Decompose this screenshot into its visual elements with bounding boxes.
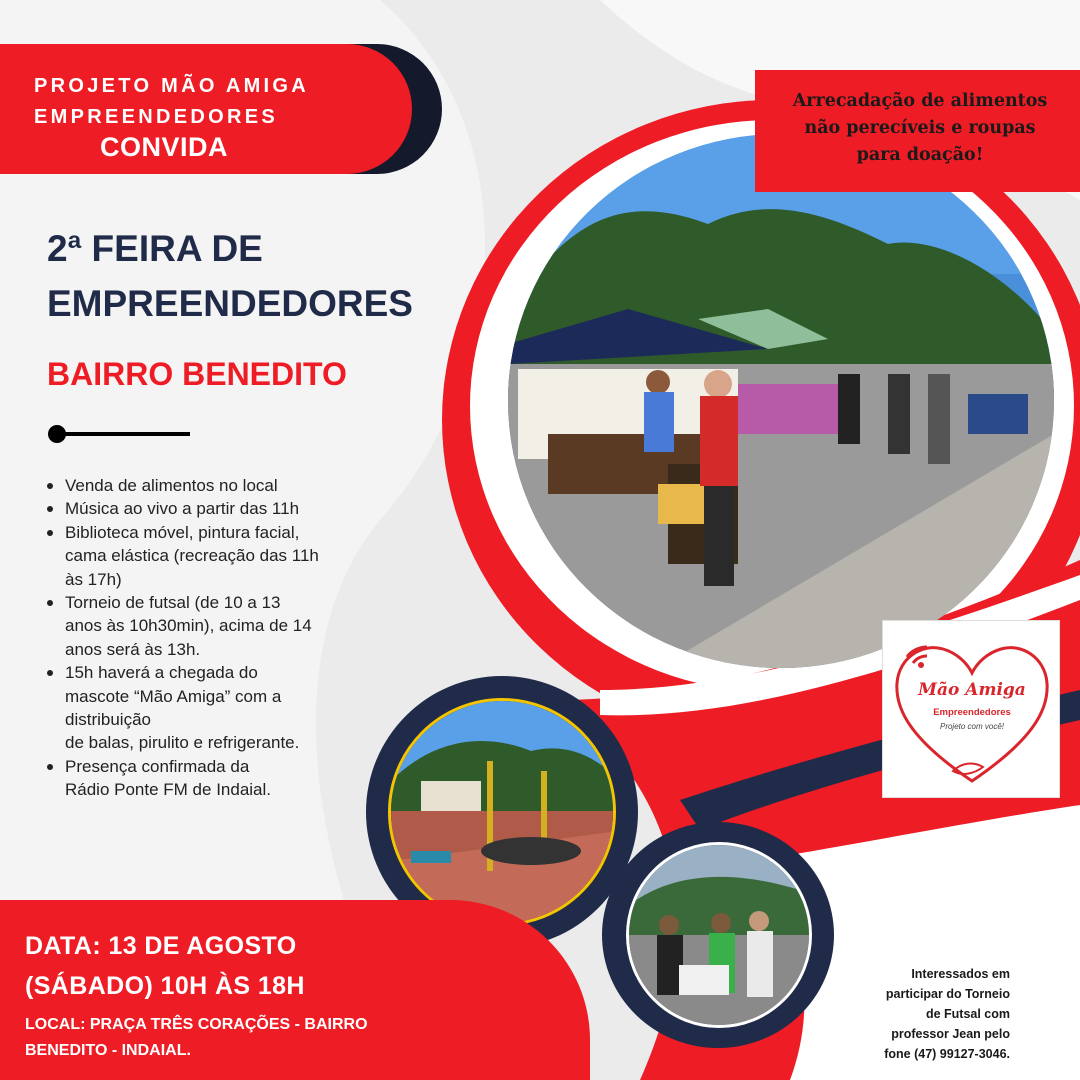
donation-text: Arrecadação de alimentos não perecíveis e roupas para doação! [792, 91, 1048, 165]
market-photo [508, 134, 1054, 668]
event-location: LOCAL: PRAÇA TRÊS CORAÇÕES - BAIRRO BENEDITO - INDAIAL. [25, 1016, 368, 1059]
list-item: Biblioteca móvel, pintura facial, cama elástica (recreação das 11h às 17h) [45, 521, 365, 591]
list-item: Venda de alimentos no local [45, 474, 365, 497]
header-line-2: EMPREENDEDORES [34, 106, 279, 128]
playground-photo [388, 698, 616, 926]
futsal-photo-illustration [629, 845, 812, 1028]
logo-subtitle: Empreendedores [933, 707, 1011, 718]
logo-title: Mão Amiga [918, 680, 1026, 700]
futsal-contact-text: Interessados em participar do Torneio de Futsal com professor Jean pelo fone (47) 99127-3046. [884, 967, 1010, 1061]
page-title-line-2: EMPREENDEDORES [47, 283, 413, 324]
page-subtitle: BAIRRO BENEDITO [47, 356, 347, 392]
divider-line [60, 432, 190, 436]
list-item: Presença confirmada da [45, 755, 365, 778]
logo-tagline: Projeto com você! [939, 722, 1005, 731]
futsal-photo [626, 842, 812, 1028]
header-line-3: CONVIDA [100, 132, 229, 162]
event-date-line-2: (SÁBADO) 10H ÀS 18H [25, 972, 305, 1000]
list-item: Música ao vivo a partir das 11h [45, 497, 365, 520]
header-line-1: PROJETO MÃO AMIGA [34, 75, 310, 97]
market-photo-illustration [508, 134, 1054, 668]
list-item: Torneio de futsal (de 10 a 13 anos às 10h30min), acima de 14 anos será às 13h. [45, 591, 365, 661]
list-item: 15h haverá a chegada do mascote “Mão Amiga” com a distribuição [45, 661, 365, 731]
list-item-continuation: Rádio Ponte FM de Indaial. [65, 780, 272, 800]
list-item-continuation: de balas, pirulito e refrigerante. [65, 733, 300, 753]
page-title-line-1: 2ª FEIRA DE [47, 228, 263, 269]
playground-photo-illustration [391, 701, 616, 926]
activities-list [45, 474, 365, 802]
event-date-line-1: DATA: 13 DE AGOSTO [25, 932, 297, 960]
